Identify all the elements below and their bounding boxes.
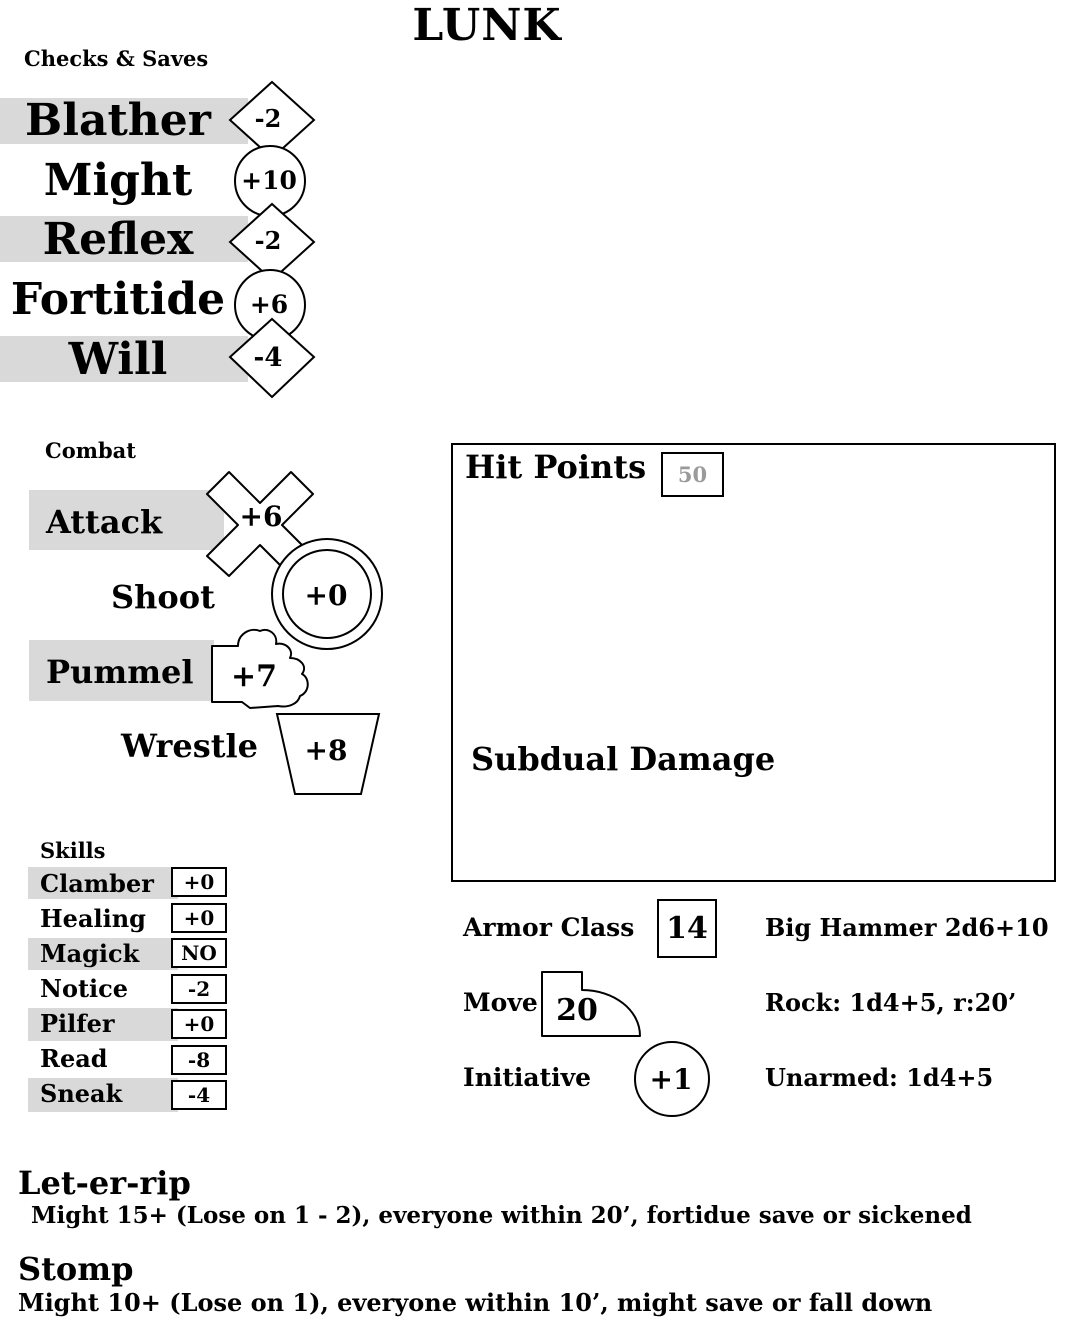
weapon-rock: Rock: 1d4+5, r:20’ [765,988,1017,1017]
weapon-unarmed: Unarmed: 1d4+5 [765,1063,994,1092]
skill-label-read: Read [40,1044,108,1073]
initiative-label: Initiative [463,1063,592,1092]
combat-value-attack: +6 [239,500,283,533]
skill-value-pilfer: +0 [171,1009,227,1039]
ability-desc-let-er-rip: Might 15+ (Lose on 1 - 2), everyone within 20’, fortidue save or sickened [31,1202,972,1229]
ability-name-let-er-rip: Let-er-rip [18,1164,191,1202]
combat-value-wrestle: +8 [304,734,348,767]
move-value: 20 [556,993,598,1028]
fist-icon [210,626,312,710]
subdual-damage-label: Subdual Damage [471,740,776,778]
combat-value-shoot: +0 [304,579,348,612]
save-value-blather: -2 [254,104,282,133]
save-value-reflex: -2 [254,226,282,255]
skill-label-sneak: Sneak [40,1079,123,1108]
ability-desc-stomp: Might 10+ (Lose on 1), everyone within 10’, might save or fall down [18,1288,933,1317]
combat-label-shoot: Shoot [111,578,215,616]
skill-label-notice: Notice [40,974,129,1003]
skill-label-magick: Magick [40,939,140,968]
armor-class-label: Armor Class [463,913,635,942]
skill-value-healing: +0 [171,903,227,933]
combat-label-attack: Attack [46,503,163,541]
save-label-might: Might [43,155,193,206]
save-value-fortitide: +6 [249,290,289,319]
save-value-will: -4 [253,343,283,373]
checks-saves-heading: Checks & Saves [24,46,209,71]
combat-heading: Combat [45,438,136,463]
hit-points-label: Hit Points [465,448,647,486]
hit-points-value[interactable]: 50 [661,452,724,497]
save-label-reflex: Reflex [42,214,194,265]
skill-value-notice: -2 [171,974,227,1004]
skill-label-healing: Healing [40,904,146,933]
initiative-value: +1 [649,1063,693,1096]
combat-label-pummel: Pummel [46,653,194,691]
save-label-fortitide: Fortitide [10,274,226,325]
armor-class-value: 14 [657,899,717,958]
ability-name-stomp: Stomp [18,1250,134,1288]
character-name: LUNK [412,0,562,51]
save-value-might: +10 [241,166,297,195]
move-label: Move [463,988,538,1017]
trapezoid-icon [275,712,381,796]
save-label-blather: Blather [25,95,211,146]
skill-value-magick: NO [171,938,227,968]
diamond-icon [228,318,316,398]
skill-label-pilfer: Pilfer [40,1009,115,1038]
skill-value-read: -8 [171,1045,227,1075]
skill-value-sneak: -4 [171,1080,227,1110]
circle-icon [633,1040,713,1120]
skills-heading: Skills [40,838,106,863]
combat-label-wrestle: Wrestle [121,727,259,765]
skill-value-clamber: +0 [171,867,227,897]
skill-label-clamber: Clamber [40,869,154,898]
hit-points-panel [451,443,1056,882]
combat-value-pummel: +7 [230,659,278,694]
save-label-will: Will [68,334,168,385]
weapon-big-hammer: Big Hammer 2d6+10 [765,913,1049,942]
move-shape-icon [540,970,642,1038]
